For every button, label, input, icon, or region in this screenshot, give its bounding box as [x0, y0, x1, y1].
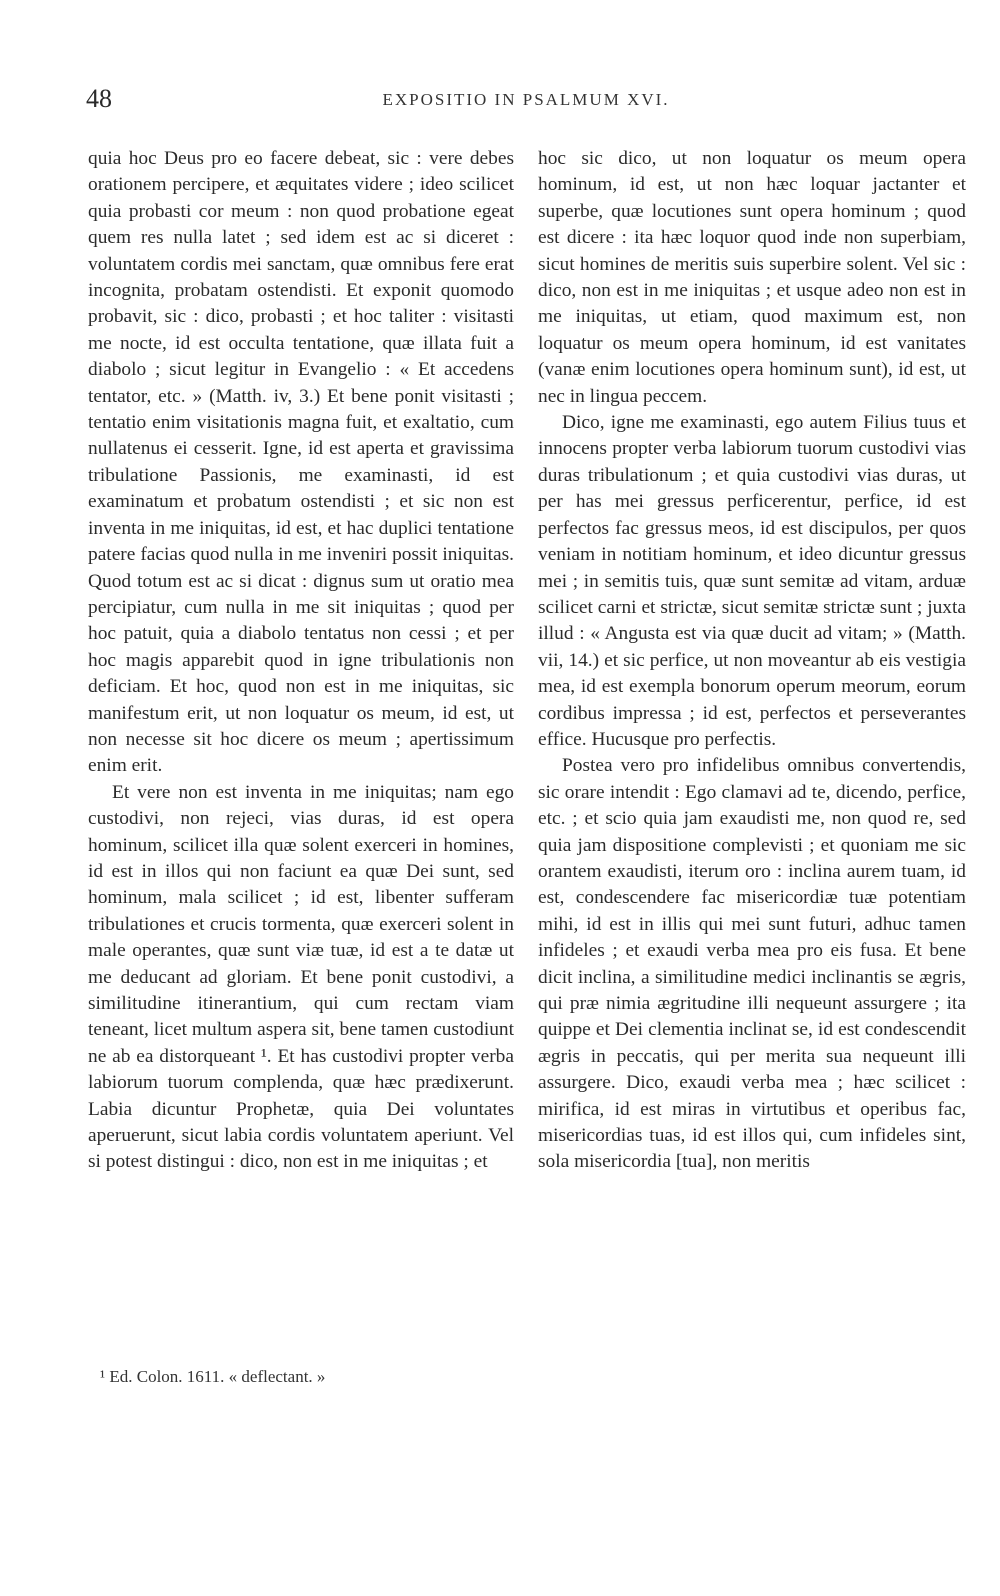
right-paragraph-2: Dico, igne me examinasti, ego autem Filius tuus et innocens propter verba labiorum tuorum custodivi vias duras tribulationum ; et quia custodivi vias duras, ut per has mei gressus perficerentur, perfice, id est perfectos fac gressus meos, id est discipulos, per quos veniam in notitiam hominum, et ideo dicuntur gressus mei ; in semitis tuis, quæ sunt semitæ ad vitam, arduæ scilicet carni et strictæ, sicut semitæ strictæ sunt ; juxta illud : « Angusta est via quæ ducit ad vitam; » (Matth. vii, 14.) et sic perfice, ut non moveantur ab eis vestigia mea, id est exempla bonorum operum meorum, eorum cordibus impressa ; id est, perfectos et perseverantes effice. Hucusque pro perfectis. [538, 412, 966, 750]
page-number: 48 [86, 84, 112, 113]
right-paragraph-3: Postea vero pro infidelibus omnibus convertendis, sic orare intendit : Ego clamavi ad te, dicendo, perfice, etc. ; et scio quia jam exaudisti me, non quod re, sed quia jam dispositione complevisti ; et quoniam me sic orantem exaudisti, iterum oro : inclina aurem tuam, id est, condescendere fac misericordiæ tuæ potentiam mihi, id est in illis qui mei sunt futuri, adhuc tamen infideles ; et exaudi verba mea pro eis fusa. Et bene dicit inclina, a similitudine medici inclinantis se ægris, qui præ nimia ægritudine illi nequeunt assurgere ; ita quippe et Dei clementia inclinat se, id est condescendit ægris in peccatis, qui per merita sua nequeunt illi assurgere. Dico, exaudi verba mea ; hæc scilicet : mirifica, id est miras in virtutibus et operibus fac, misericordias tuas, id est illos qui, cum infideles sint, sola misericordia [tua], non meritis [538, 755, 966, 1173]
left-paragraph-1: quia hoc Deus pro eo facere debeat, sic : vere debes orationem percipere, et æquitates videre ; ideo scilicet quia probasti cor meum : non quod probatione egeat quem res nulla latet ; sed idem est ac si diceret : voluntatem cordis mei sanctam, quæ omnibus fere erat incognita, probatam ostendisti. Et exponit quomodo probavit, sic : dico, probasti ; et hoc taliter : visitasti me nocte, id est occulta tentatione, quæ illata fuit a diabolo ; sicut legitur in Evangelio : « Et accedens tentator, etc. » (Matth. iv, 3.) Et bene ponit visitasti ; tentatio enim visitationis magna fuit, et exaltatio, cum nullatenus ei cesserit. Igne, id est aperta et gravissima tribulatione Passionis, me examinasti, id est examinatum et probatum ostendisti ; et sic non est inventa in me iniquitas, id est, et hac duplici tentatione patere facias quod nulla in me inveniri possit iniquitas. Quod totum est ac si dicat : dignus sum ut oratio mea percipiatur, cum nulla in me sit iniquitas ; quod per hoc patuit, quia a diabolo tentatus non cessi ; et per hoc magis apparebit quod in igne tribulationis non deficiam. Et hoc, quod non est in me iniquitas, sic manifestum erit, ut non loquatur os meum, id est, ut non necesse sit hoc dicere os meum ; apertissimum enim erit. [88, 148, 514, 777]
footnote: ¹ Ed. Colon. 1611. « deflectant. » [100, 1367, 326, 1386]
left-paragraph-2: Et vere non est inventa in me iniquitas; nam ego custodivi, non rejeci, vias duras, id est opera hominum, scilicet illa quæ solent exerceri in homines, id est in illos qui non faciunt ea quæ Dei sunt, sed hominum, mala scilicet ; id est, libenter sufferam tribulationes et crucis tormenta, quæ exerceri solent in male operantes, quæ sunt viæ tuæ, id est a te datæ ut me deducant ad gloriam. Et bene ponit custodivi, a similitudine itinerantium, qui cum rectam viam teneant, licet multum aspera sit, bene tamen custodiunt ne ab ea distorqueant ¹. Et has custodivi propter verba labiorum tuorum complenda, quæ hæc prædixerunt. Labia dicuntur Prophetæ, quia Dei voluntates aperuerunt, sicut labia cordis voluntatem aperiunt. Vel si potest distingui : dico, non est in me iniquitas ; et [88, 781, 514, 1173]
running-title: EXPOSITIO IN PSALMUM XVI. [382, 90, 670, 109]
right-paragraph-1: hoc sic dico, ut non loquatur os meum opera hominum, id est, ut non hæc loquar jactanter et superbe, quæ locutiones sunt opera hominum ; quod est dicere : ita hæc loquor quod inde non superbiam, sicut homines de meritis suis superbire solent. Vel sic : dico, non est in me iniquitas ; et usque adeo non est in me iniquitas, ut etiam, quod maximum est, non loquatur os meum opera hominum, id est vanitates (vanæ enim locutiones opera hominum sunt), id est, ut nec in lingua peccem. [538, 148, 966, 407]
right-column [538, 146, 966, 1176]
page-header [86, 84, 966, 114]
left-column [88, 146, 514, 1176]
